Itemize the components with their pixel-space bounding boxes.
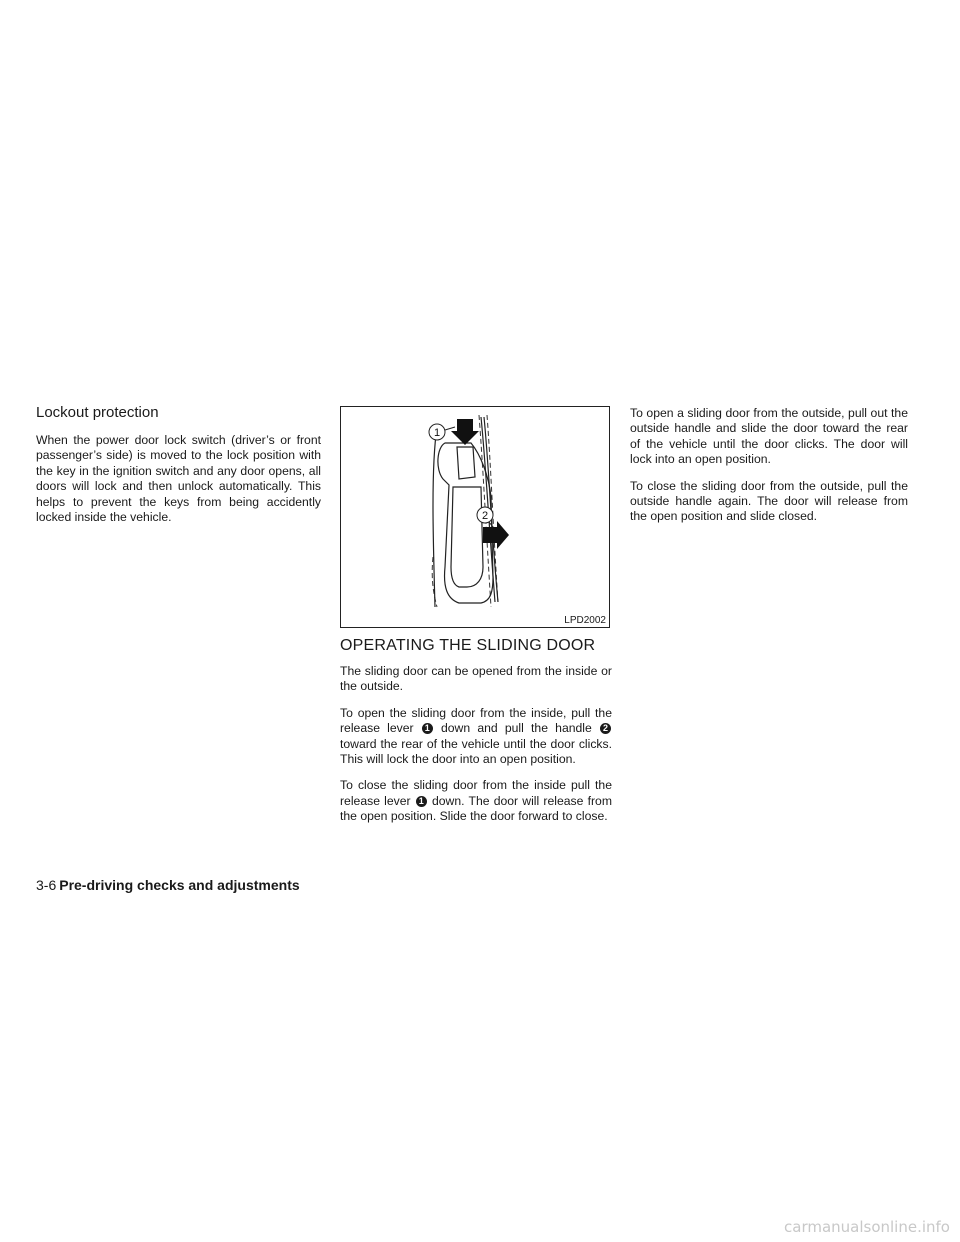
- middle-column: [340, 664, 612, 836]
- section-heading-sliding-door: OPERATING THE SLIDING DOOR: [340, 637, 596, 654]
- page-footer: [36, 877, 300, 893]
- callout-1-label: 1: [433, 427, 441, 439]
- right-column: [630, 406, 908, 536]
- section-heading-lockout-protection: Lockout protection: [36, 404, 159, 421]
- door-handle-illustration: [341, 407, 609, 627]
- open-outside-paragraph: To open a sliding door from the outside, pull out the outside handle and slide the door toward the rear of the vehicle until the door clicks. The door will lock into an open position.: [630, 406, 908, 467]
- open-inside-paragraph: To open the sliding door from the inside, pull the release lever 1 down and pull the handle 2 toward the rear of the vehicle until the door clicks. This will lock the door into an open position.: [340, 705, 612, 767]
- callout-number-2: 2: [600, 723, 611, 734]
- callout-number-1: 1: [416, 796, 427, 807]
- left-column: [36, 433, 321, 536]
- page-number: 3-6: [36, 877, 57, 893]
- sliding-door-figure: [340, 406, 610, 628]
- sliding-door-intro: The sliding door can be opened from the inside or the outside.: [340, 664, 612, 694]
- callout-number-1: 1: [422, 723, 433, 734]
- figure-code: LPD2002: [564, 615, 606, 626]
- close-inside-paragraph: To close the sliding door from the inside pull the release lever 1 down. The door will release from the open position. Slide the door forward to close.: [340, 778, 612, 824]
- lockout-paragraph: When the power door lock switch (driver’s or front passenger’s side) is moved to the lock position with the key in the ignition switch and any door opens, all doors will lock and then unlock automatically. This helps to prevent the keys from being accidently locked inside the vehicle.: [36, 433, 321, 525]
- close-outside-paragraph: To close the sliding door from the outside, pull the outside handle again. The door will release from the open position and slide closed.: [630, 478, 908, 524]
- arrow-down-icon: [451, 419, 479, 445]
- callout-2-label: 2: [481, 510, 489, 522]
- watermark: carmanualsonline.info: [784, 1218, 950, 1236]
- chapter-title: Pre-driving checks and adjustments: [59, 877, 300, 893]
